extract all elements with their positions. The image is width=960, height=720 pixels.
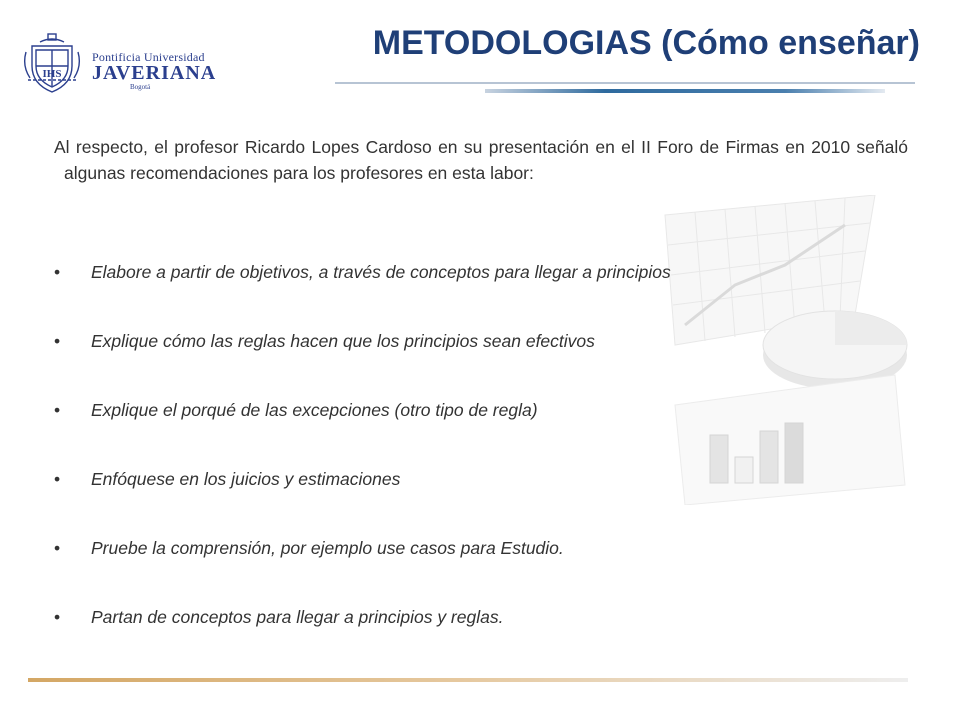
list-item-text: Explique el porqué de las excepciones (otro tipo de regla) — [91, 400, 538, 420]
list-item-text: Pruebe la comprensión, por ejemplo use casos para Estudio. — [91, 538, 564, 558]
list-item-text: Elabore a partir de objetivos, a través de conceptos para llegar a principios — [91, 262, 671, 282]
footer-rule — [28, 678, 908, 682]
bullet-icon: • — [54, 262, 61, 282]
list-item — [54, 538, 914, 607]
list-item-text: Enfóquese en los juicios y estimaciones — [91, 469, 401, 489]
bullet-icon: • — [54, 607, 61, 627]
list-item — [54, 262, 914, 331]
logo-line-3: Bogotá — [130, 83, 151, 91]
logo-monogram: IHS — [42, 68, 62, 80]
slide-title: METODOLOGIAS (Cómo enseñar) — [372, 24, 920, 62]
coat-of-arms-icon — [22, 32, 82, 94]
bullet-icon: • — [54, 400, 61, 420]
bullet-icon: • — [54, 538, 61, 558]
list-item-text: Explique cómo las reglas hacen que los principios sean efectivos — [91, 331, 595, 351]
list-item — [54, 469, 914, 538]
bullet-icon: • — [54, 331, 61, 351]
list-item — [54, 331, 914, 400]
list-item-text: Partan de conceptos para llegar a principios y reglas. — [91, 607, 504, 627]
list-item — [54, 607, 914, 676]
recommendation-list — [54, 262, 914, 676]
logo-line-2: JAVERIANA — [92, 62, 217, 84]
bullet-icon: • — [54, 469, 61, 489]
logo-line-1: Pontificia Universidad — [92, 50, 205, 64]
list-item — [54, 400, 914, 469]
intro-paragraph: Al respecto, el profesor Ricardo Lopes Cardoso en su presentación en el II Foro de Firmas en 2010 señaló algunas recomendaciones para los profesores en esta labor: — [54, 137, 908, 183]
title-underline — [335, 82, 915, 94]
